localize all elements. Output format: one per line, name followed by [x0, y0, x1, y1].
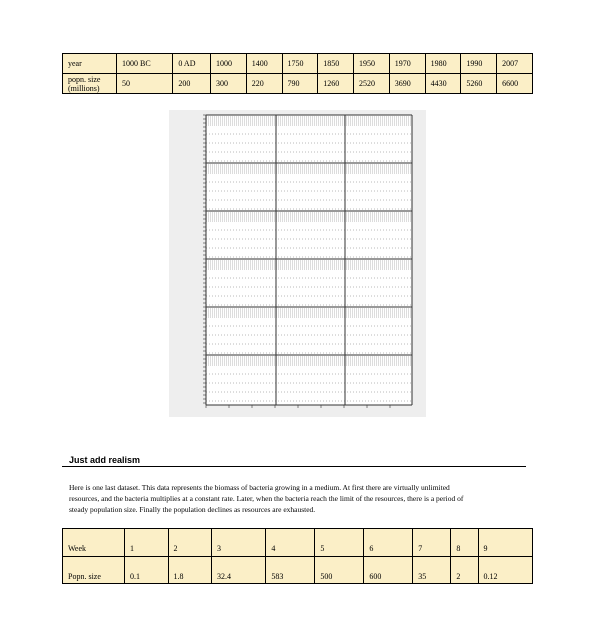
table-cell: Popn. size [63, 557, 125, 584]
table-cell: 0.1 [125, 557, 169, 584]
table-cell: 2 [451, 557, 478, 584]
table-cell: 0.12 [478, 557, 532, 584]
table-cell: year [63, 54, 117, 74]
grid-lines [169, 110, 426, 417]
divider [62, 466, 526, 467]
table-cell: 1.8 [168, 557, 212, 584]
table-cell: 32.4 [212, 557, 266, 584]
table-cell: 1000 [210, 54, 246, 74]
population-table [62, 53, 533, 94]
table-cell: 8 [451, 529, 478, 557]
section-paragraph [69, 482, 529, 515]
table-cell: 5260 [461, 74, 497, 94]
table-cell: 5 [315, 529, 364, 557]
table-cell: 1990 [461, 54, 497, 74]
table-cell: 2520 [354, 74, 390, 94]
table-row [63, 54, 533, 74]
section-title: Just add realism [69, 455, 141, 465]
table-cell: 7 [413, 529, 451, 557]
table-cell: 1980 [425, 54, 461, 74]
table-cell: 500 [315, 557, 364, 584]
paragraph-line: Here is one last dataset. This data represents the biomass of bacteria growing in a medium. At first there are virtually unlimited [69, 483, 450, 492]
table-cell: 583 [266, 557, 315, 584]
table-cell: 1 [125, 529, 169, 557]
table-cell: 3 [212, 529, 266, 557]
table-row [63, 74, 533, 94]
table-cell: 1850 [318, 54, 354, 74]
table-cell: 3690 [389, 74, 425, 94]
table-cell: 200 [173, 74, 211, 94]
table-cell: 1950 [354, 54, 390, 74]
table-cell: 1750 [282, 54, 318, 74]
paragraph-line: steady population size. Finally the population declines as resources are exhausted. [69, 505, 316, 514]
table-cell: 1260 [318, 74, 354, 94]
table-cell: 220 [246, 74, 282, 94]
table-cell: 300 [210, 74, 246, 94]
table-cell: 50 [117, 74, 173, 94]
table-cell: 9 [478, 529, 532, 557]
blank-graph-grid [169, 110, 426, 417]
table-cell: 0 AD [173, 54, 211, 74]
table-cell: Week [63, 529, 125, 557]
table-cell: 4430 [425, 74, 461, 94]
table-row [63, 557, 533, 584]
table-cell: 1970 [389, 54, 425, 74]
table-cell: 6 [364, 529, 413, 557]
table-row [63, 529, 533, 557]
paragraph-line: resources, and the bacteria multiplies at a constant rate. Later, when the bacteria reach the limit of the resources, there is a period of [69, 494, 464, 503]
table-cell: 6600 [497, 74, 533, 94]
table-cell: 790 [282, 74, 318, 94]
table-cell: 1000 BC [117, 54, 173, 74]
bacteria-table [62, 528, 533, 584]
table-cell: popn. size (millions) [63, 74, 117, 94]
table-cell: 2 [168, 529, 212, 557]
table-cell: 4 [266, 529, 315, 557]
table-cell: 600 [364, 557, 413, 584]
table-cell: 1400 [246, 54, 282, 74]
table-cell: 2007 [497, 54, 533, 74]
plot-area [206, 115, 412, 405]
table-cell: 35 [413, 557, 451, 584]
